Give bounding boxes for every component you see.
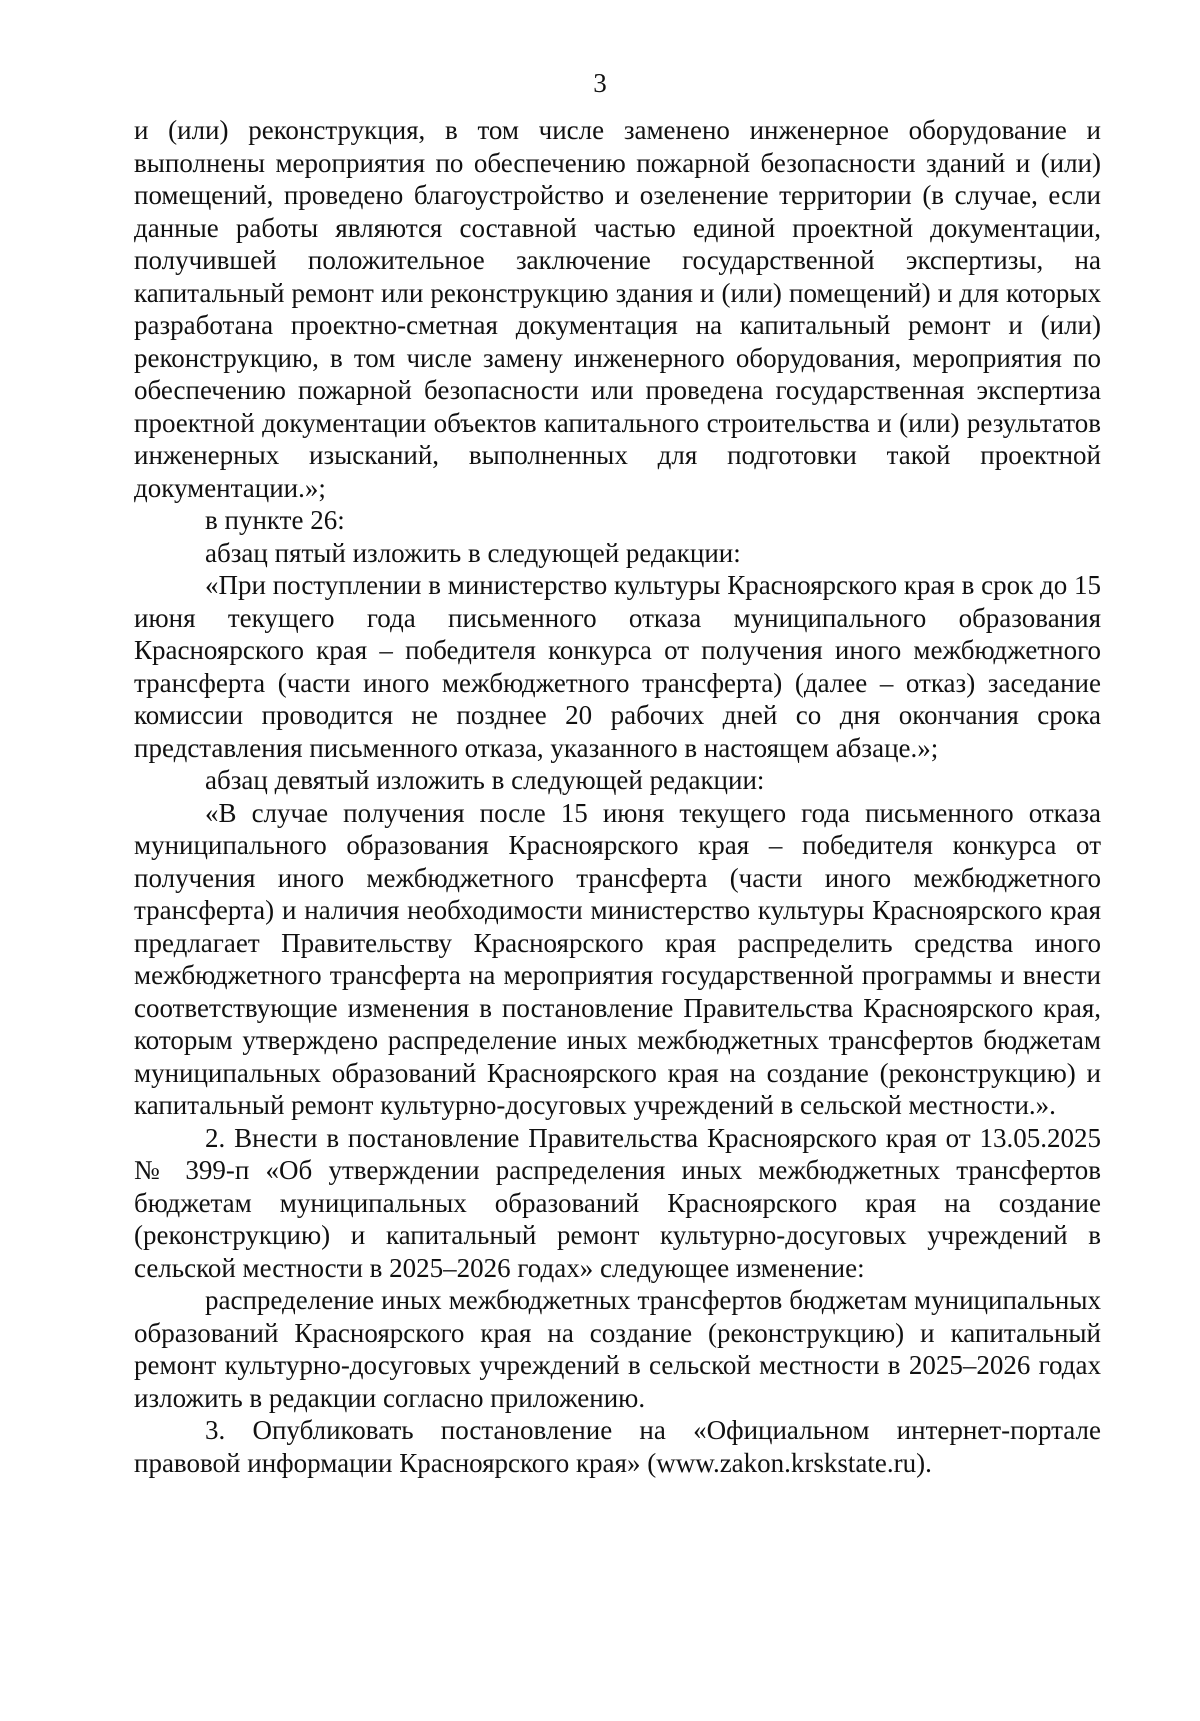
- paragraph-abzac-9-instruction: абзац девятый изложить в следующей редакции:: [205, 765, 765, 795]
- paragraph-abzac-5-instruction: абзац пятый изложить в следующей редакции:: [205, 537, 741, 568]
- paragraph-distribution: распределение иных межбюджетных трансфертов бюджетам муниципальных образований Красноярского края на создание (реконструкцию) и капитальный ремонт культурно-досуговых учреждений в сельской местности в 2025–2026 годах изложить в редакции согласно приложению.: [134, 1285, 1101, 1413]
- paragraph-item-2: 2. Внести в постановление Правительства Красноярского края от 13.05.2025 № 399-п «Об утверждении распределения иных межбюджетных трансфертов бюджетам муниципальных образований Красноярского края на создание (реконструкцию) и капитальный ремонт культурно-досуговых учреждений в сельской местности в 2025–2026 годах» следующее изменение:: [134, 1122, 1101, 1283]
- paragraph-item-26-heading: в пункте 26:: [205, 505, 345, 535]
- paragraph-abzac-5-text: «При поступлении в министерство культуры Красноярского края в срок до 15 июня текущего года письменного отказа муниципального образования Красноярского края – победителя конкурса от получения иного межбюджетного трансферта (части иного межбюджетного трансферта) (далее – отказ) заседание комиссии проводится не позднее 20 рабочих дней со дня окончания срока представления письменного отказа, указанного в настоящем абзаце.»;: [134, 570, 1102, 763]
- paragraph-item-3: 3. Опубликовать постановление на «Официальном интернет-портале правовой информации Красноярского края» (www.zakon.krskstate.ru).: [134, 1415, 1101, 1478]
- paragraph-abzac-9-text: «В случае получения после 15 июня текущего года письменного отказа муниципального образования Красноярского края – победителя конкурса от получения иного межбюджетного трансферта (части иного межбюджетного трансферта) и наличия необходимости министерство культуры Красноярского края предлагает Правительству Красноярского края распределить средства иного межбюджетного трансферта на мероприятия государственной программы и внести соответствующие изменения в постановление Правительства Красноярского края, которым утверждено распределение иных межбюджетных трансфертов бюджетам муниципальных образований Красноярского края на создание (реконструкцию) и капитальный ремонт культурно-досуговых учреждений в сельской местности.».: [134, 797, 1101, 1120]
- page-number: 3: [593, 68, 607, 98]
- paragraph-continuation: и (или) реконструкция, в том числе заменено инженерное оборудование и выполнены мероприятия по обеспечению пожарной безопасности зданий и (или) помещений, проведено благоустройство и озеленение территории (в случае, если данные работы являются составной частью единой проектной документации, получившей положительное заключение государственной экспертизы, на капитальный ремонт или реконструкцию здания и (или) помещений) и для которых разработана проектно-сметная документация на капитальный ремонт и (или) реконструкцию, в том числе замену инженерного оборудования, мероприятия по обеспечению пожарной безопасности или проведена государственная экспертиза проектной документации объектов капитального строительства и (или) результатов инженерных изысканий, выполненных для подготовки такой проектной документации.»;: [134, 115, 1101, 503]
- document-body: [134, 114, 1101, 1479]
